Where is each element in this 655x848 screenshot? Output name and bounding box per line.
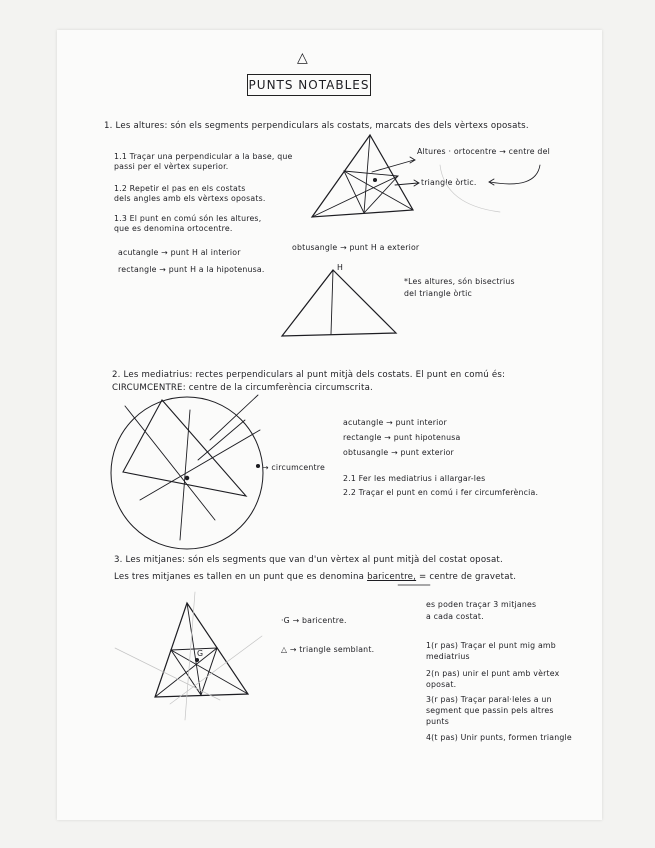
s3-step2-line2: oposat. — [426, 680, 457, 689]
s3-step4: 4(t pas) Unir punts, formen triangle — [426, 733, 572, 742]
figure-right-triangle — [282, 270, 396, 336]
label-baricentre: ·G → baricentre. — [281, 616, 347, 625]
label-triangle-ortic: triangle òrtic. — [421, 178, 477, 187]
g-letter: G — [197, 649, 204, 658]
s1-note-line2: del triangle òrtic — [404, 289, 473, 298]
s3-info-line2: a cada costat. — [426, 612, 484, 621]
s1-step2-line1: 1.2 Repetir el pas en els costats — [114, 184, 246, 193]
label-circumcentre: → circumcentre — [262, 463, 326, 472]
s1-note-line1: *Les altures, són bisectrius — [404, 277, 515, 286]
triangle-symbol: △ — [297, 50, 308, 66]
label-altures-ortocentre: Altures · ortocentre → centre del — [417, 147, 550, 156]
label-triangle-semblant: △ → triangle semblant. — [281, 645, 375, 654]
page-title: PUNTS NOTABLES — [247, 74, 371, 96]
section2-heading-line2: CIRCUMCENTRE: centre de la circumferència circumscrita. — [112, 383, 373, 393]
s3-heading-term: baricentre, — [367, 572, 417, 582]
s1-step3-line1: 1.3 El punt en comú són les altures, — [114, 214, 262, 223]
figure-orthocentre — [312, 135, 540, 217]
s1-step1-line1: 1.1 Traçar una perpendicular a la base, que — [114, 152, 293, 161]
s3-step1-line2: mediatrius — [426, 652, 470, 661]
s3-step1-line1: 1(r pas) Traçar el punt mig amb — [426, 641, 556, 650]
s1-acute: acutangle → punt H al interior — [118, 248, 241, 257]
figure-baricentre — [115, 592, 262, 720]
section3-heading-line1: 3. Les mitjanes: són els segments que van d'un vèrtex al punt mitjà del costat oposat. — [114, 555, 503, 565]
s2-right: rectangle → punt hipotenusa — [343, 433, 461, 442]
s3-heading-pre: Les tres mitjanes es tallen en un punt que es denomina — [114, 572, 365, 582]
s3-step3-line2: segment que passin pels altres — [426, 706, 554, 715]
s1-right: rectangle → punt H a la hipotenusa. — [118, 265, 265, 274]
s2-step1: 2.1 Fer les mediatrius i allargar-les — [343, 474, 486, 483]
s2-obtuse: obtusangle → punt exterior — [343, 448, 454, 457]
section1-heading: 1. Les altures: són els segments perpendiculars als costats, marcats des dels vèrtexs oposats. — [104, 121, 529, 131]
s3-heading-post: = centre de gravetat. — [419, 572, 517, 582]
s3-step3-line1: 3(r pas) Traçar paral·leles a un — [426, 695, 552, 704]
section2-heading-line1: 2. Les mediatrius: rectes perpendiculars al punt mitjà dels costats. El punt en comú és: — [112, 370, 506, 380]
h-label: H — [337, 263, 344, 272]
s1-step3-line2: que es denomina ortocentre. — [114, 224, 233, 233]
s1-step2-line2: dels angles amb els vèrtexs oposats. — [114, 194, 266, 203]
s3-step2-line1: 2(n pas) unir el punt amb vèrtex — [426, 669, 560, 678]
s1-step1-line2: passi per el vèrtex superior. — [114, 162, 229, 171]
figure-circumcentre — [111, 395, 263, 549]
s2-acute: acutangle → punt interior — [343, 418, 447, 427]
s2-step2: 2.2 Traçar el punt en comú i fer circumferència. — [343, 488, 539, 497]
s3-info-line1: es poden traçar 3 mitjanes — [426, 600, 537, 609]
s1-obtuse: obtusangle → punt H a exterior — [292, 243, 420, 252]
s3-step3-line3: punts — [426, 717, 449, 726]
